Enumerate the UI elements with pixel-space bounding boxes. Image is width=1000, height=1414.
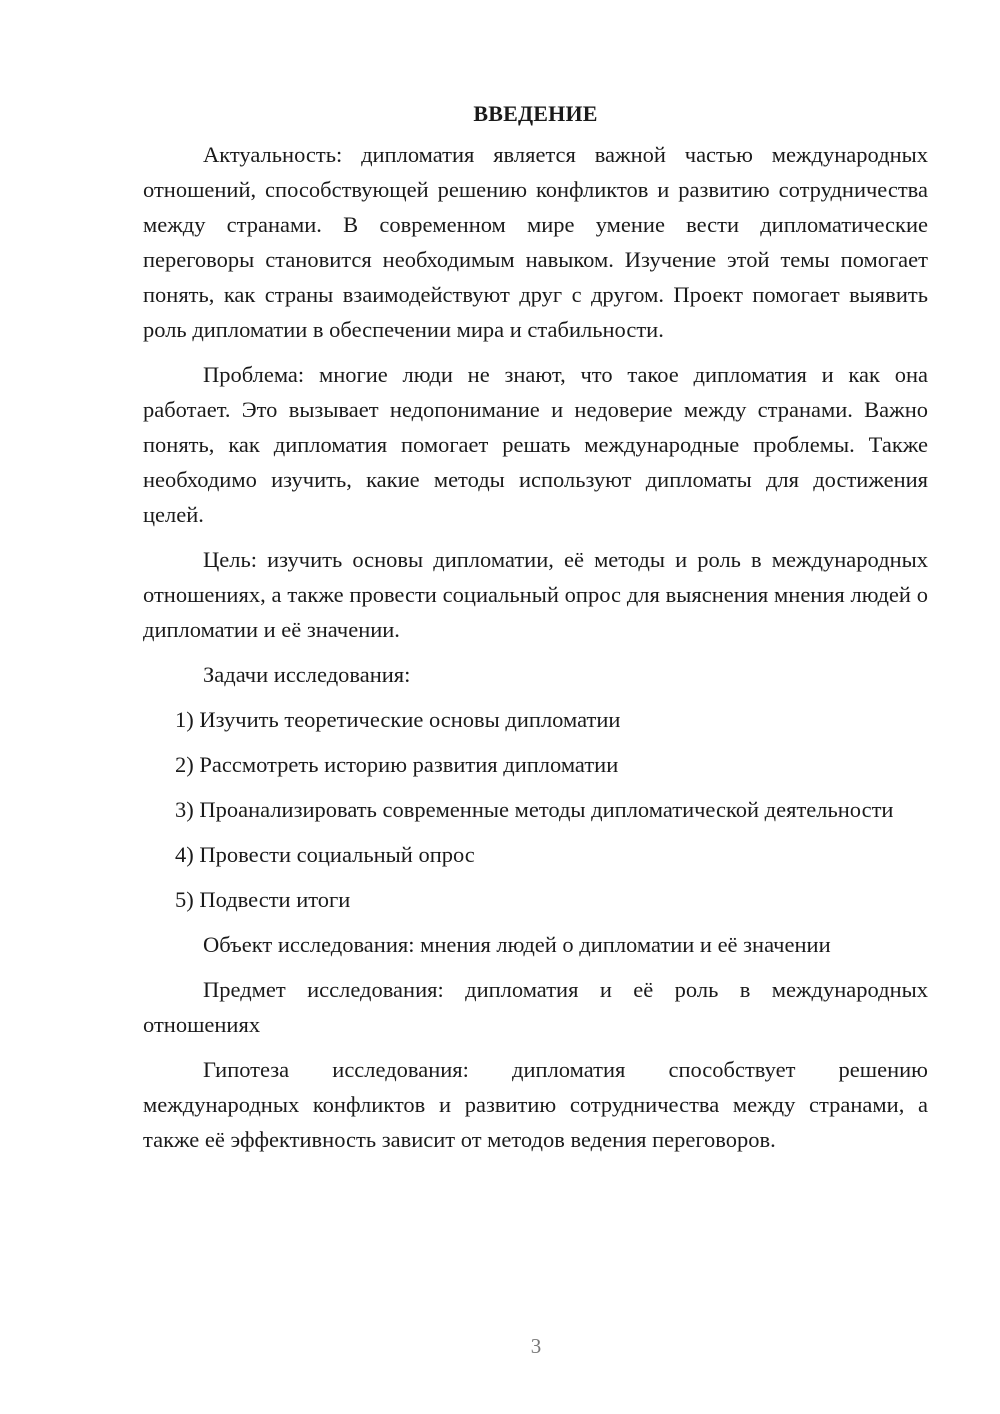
task-item-5: 5) Подвести итоги <box>175 887 351 912</box>
document-body <box>143 96 928 1167</box>
task-item-1: 1) Изучить теоретические основы дипломатии <box>175 707 621 732</box>
task-item-3: 3) Проанализировать современные методы дипломатической деятельности <box>175 797 894 822</box>
paragraph-problem: Проблема: многие люди не знают, что такое дипломатия и как она работает. Это вызывает недопонимание и недоверие между странами. Важно понять, как дипломатия помогает решать международные проблемы. Также необходимо изучить, какие методы используют дипломаты для достижения целей. <box>143 362 928 527</box>
task-item-2: 2) Рассмотреть историю развития дипломатии <box>175 752 619 777</box>
paragraph-subject: Предмет исследования: дипломатия и её роль в международных отношениях <box>143 977 928 1037</box>
paragraph-hypothesis: Гипотеза исследования: дипломатия способствует решению международных конфликтов и развитию сотрудничества между странами, а также её эффективность зависит от методов ведения переговоров. <box>143 1057 928 1152</box>
paragraph-tasks-heading: Задачи исследования: <box>203 662 411 687</box>
paragraph-goal: Цель: изучить основы дипломатии, её методы и роль в международных отношениях, а также провести социальный опрос для выяснения мнения людей о дипломатии и её значении. <box>143 547 928 642</box>
page-number: 3 <box>530 1334 542 1358</box>
section-title: ВВЕДЕНИЕ <box>473 101 598 126</box>
paragraph-relevance: Актуальность: дипломатия является важной частью международных отношений, способствующей решению конфликтов и развитию сотрудничества между странами. В современном мире умение вести дипломатические переговоры становится необходимым навыком. Изучение этой темы помогает понять, как страны взаимодействуют друг с другом. Проект помогает выявить роль дипломатии в обеспечении мира и стабильности. <box>143 142 928 342</box>
task-item-4: 4) Провести социальный опрос <box>175 842 475 867</box>
paragraph-object: Объект исследования: мнения людей о дипломатии и её значении <box>203 932 831 957</box>
